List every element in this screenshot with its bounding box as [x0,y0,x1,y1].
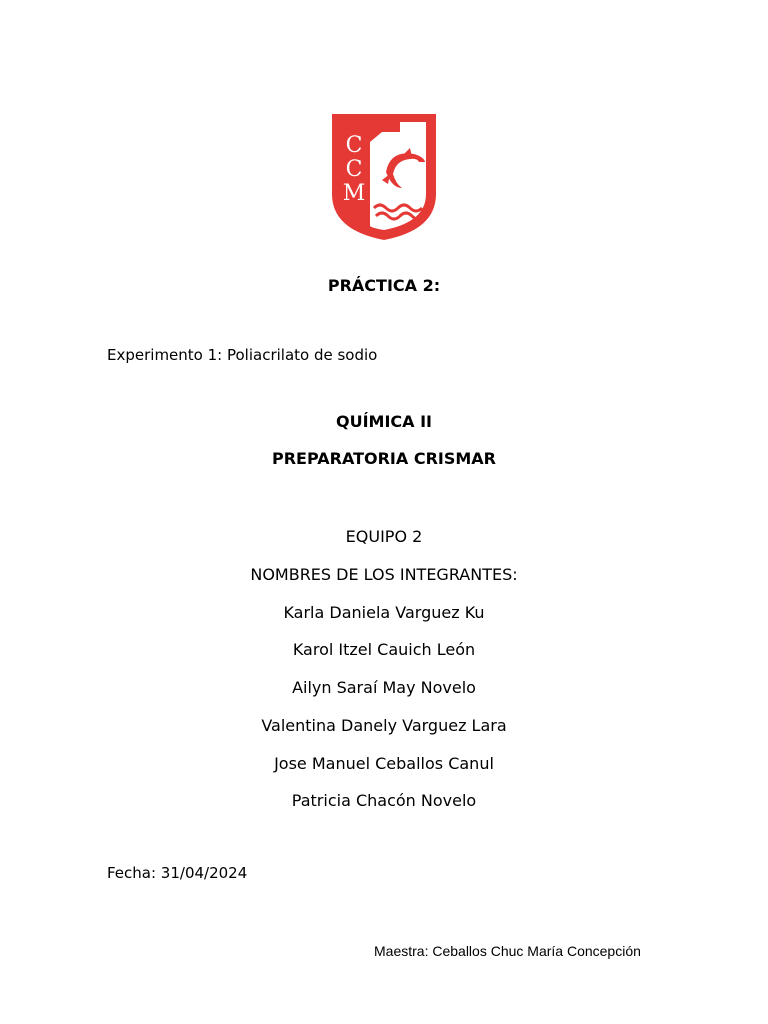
members-heading: NOMBRES DE LOS INTEGRANTES: [250,565,518,584]
logo-letter-c1: C [345,133,363,158]
practice-title: PRÁCTICA 2: [327,276,441,295]
member-name: Jose Manuel Ceballos Canul [274,754,494,773]
member-name: Patricia Chacón Novelo [291,791,477,810]
team-label: EQUIPO 2 [345,527,423,546]
school-name: PREPARATORIA CRISMAR [272,449,496,468]
member-name: Karol Itzel Cauich León [292,640,476,659]
member-name: Valentina Danely Varguez Lara [261,716,507,735]
date-line: Fecha: 31/04/2024 [107,864,248,882]
subject-heading: QUÍMICA II [335,412,433,431]
logo-letter-c2: C [345,157,363,182]
teacher-line: Maestra: Ceballos Chuc María Concepción [374,943,641,959]
member-name: Ailyn Saraí May Novelo [292,678,476,697]
logo-letter-m: M [342,181,366,206]
school-logo [330,112,438,242]
member-name: Karla Daniela Varguez Ku [283,603,485,622]
experiment-line: Experimento 1: Poliacrilato de sodio [107,346,378,364]
